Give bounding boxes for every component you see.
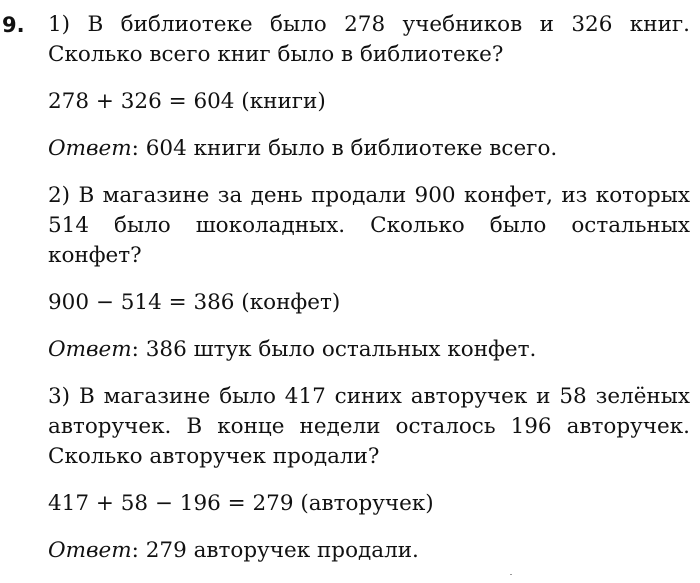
problem-text: 1) В библиотеке было 278 учебников и 326 книг. Сколько всего книг было в библиотеке? [48, 12, 690, 67]
problem-text: 2) В магазине за день продали 900 конфет, из которых 514 было шоколадных. Сколько было остальных конфет? [48, 183, 690, 268]
answer-line [48, 134, 690, 164]
part-2 [48, 181, 690, 365]
answer-label: Ответ [48, 337, 132, 362]
problem-text: 3) В магазине было 417 синих авторучек и 58 зелёных авторучек. В конце недели осталось 196 авторучек. Сколько авторучек продали? [48, 384, 690, 469]
scan-mark [510, 574, 512, 575]
answer-text: : 279 авторучек продали. [131, 538, 419, 563]
task-content [48, 10, 690, 566]
answer-text: : 604 книги было в библиотеке всего. [131, 136, 558, 161]
solution-equation: 900 − 514 = 386 (конфет) [48, 290, 341, 315]
answer-line [48, 536, 690, 566]
part-3 [48, 382, 690, 566]
part-1 [48, 10, 690, 164]
solution-equation: 417 + 58 − 196 = 279 (авторучек) [48, 491, 434, 516]
answer-text: : 386 штук было остальных конфет. [131, 337, 537, 362]
answer-line [48, 335, 690, 365]
answer-label: Ответ [48, 538, 132, 563]
answer-label: Ответ [48, 136, 132, 161]
solution-equation: 278 + 326 = 604 (книги) [48, 89, 326, 114]
task-number: 9. [2, 13, 25, 37]
